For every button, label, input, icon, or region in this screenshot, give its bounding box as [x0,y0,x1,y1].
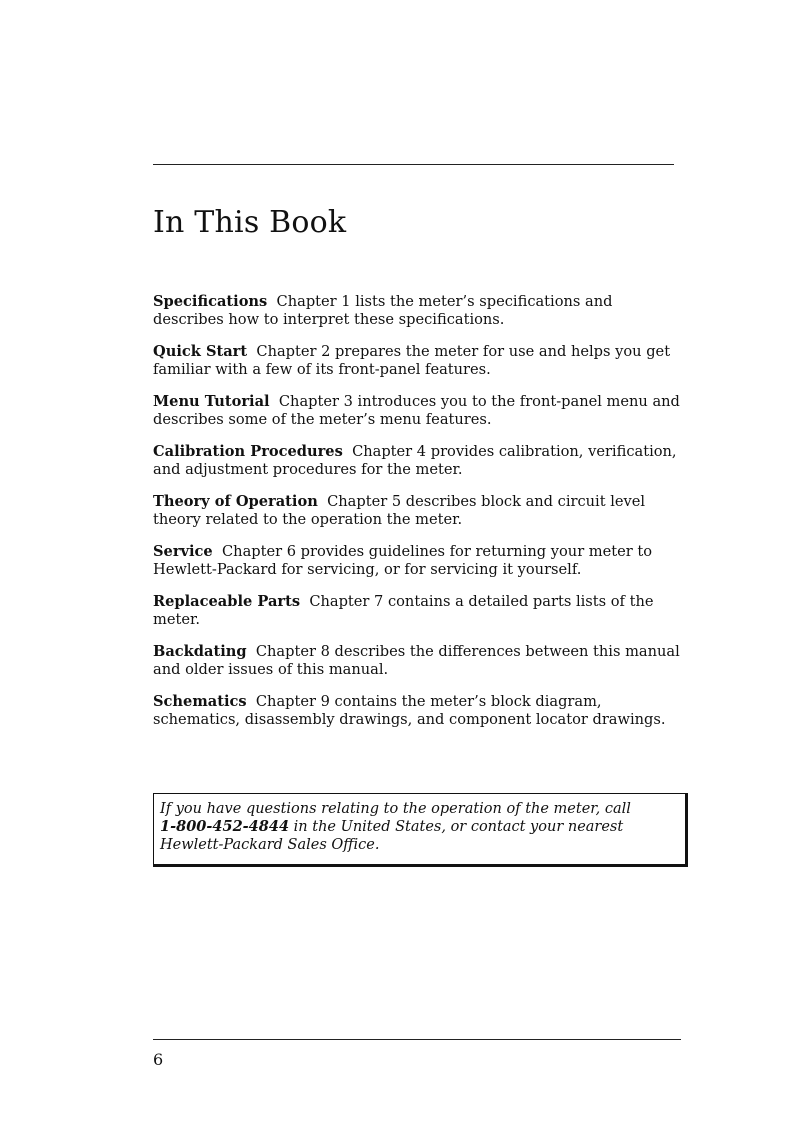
note-text-tail: in the United States, or contact your nearest Hewlett-Packard Sales Office. [160,819,624,853]
page-title: In This Book [153,205,347,240]
chapter-description: Chapter 3 introduces you to the front-panel menu and describes some of the meter’s menu features. [153,393,680,428]
contact-note [153,793,688,867]
chapter-term: Theory of Operation [153,493,318,510]
chapter-entry [153,693,681,729]
chapter-description: Chapter 1 lists the meter’s specifications and describes how to interpret these specifications. [153,293,613,328]
chapter-term: Backdating [153,643,247,660]
chapter-description: Chapter 2 prepares the meter for use and helps you get familiar with a few of its front-panel features. [153,343,671,378]
support-phone-number: 1-800-452-4844 [160,818,290,835]
bottom-rule [153,1039,681,1040]
chapter-term: Schematics [153,693,247,710]
chapter-entry [153,643,681,679]
chapter-entry [153,443,681,479]
page-number: 6 [153,1050,164,1069]
chapter-entry [153,593,681,629]
chapter-description: Chapter 8 describes the differences between this manual and older issues of this manual. [153,643,680,678]
chapter-term: Service [153,543,213,560]
chapter-term: Replaceable Parts [153,593,301,610]
chapter-term: Specifications [153,293,268,310]
chapter-description: Chapter 6 provides guidelines for returning your meter to Hewlett-Packard for servicing, or for servicing it yourself. [153,543,653,578]
chapter-description: Chapter 5 describes block and circuit level theory related to the operation the meter. [153,493,646,528]
chapter-term: Menu Tutorial [153,393,270,410]
chapter-entry [153,493,681,529]
chapter-entry [153,343,681,379]
chapter-description: Chapter 4 provides calibration, verification, and adjustment procedures for the meter. [153,443,677,478]
chapter-description: Chapter 9 contains the meter’s block diagram, schematics, disassembly drawings, and component locator drawings. [153,693,666,728]
chapter-term: Quick Start [153,343,248,360]
top-rule [153,164,674,165]
note-text-lead: If you have questions relating to the operation of the meter, call [160,801,631,817]
chapter-term: Calibration Procedures [153,443,343,460]
chapter-entry [153,543,681,579]
chapter-description: Chapter 7 contains a detailed parts lists of the meter. [153,593,654,628]
chapter-entry [153,393,681,429]
chapter-entry [153,293,681,329]
chapter-list [153,293,681,743]
